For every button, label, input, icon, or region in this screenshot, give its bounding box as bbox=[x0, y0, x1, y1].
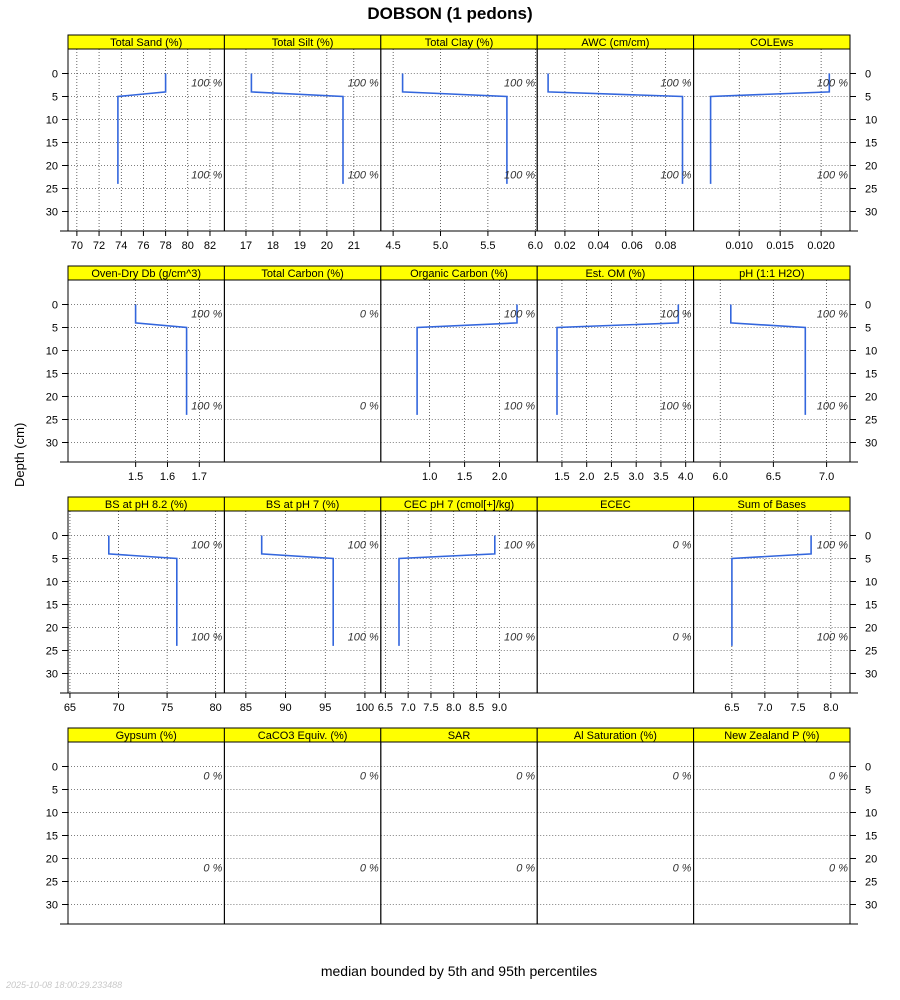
contribution-label: 100 % bbox=[503, 400, 536, 413]
contribution-label: 100 % bbox=[816, 77, 848, 90]
y-tick-label: 15 bbox=[865, 137, 878, 150]
x-tick-label: 1.6 bbox=[159, 471, 176, 483]
y-tick-label: 20 bbox=[865, 160, 878, 173]
chart-title: DOBSON (1 pedons) bbox=[367, 4, 533, 23]
x-tick-label: 76 bbox=[137, 240, 150, 252]
x-tick-label: 0.08 bbox=[655, 240, 677, 252]
y-tick-label: 0 bbox=[51, 299, 58, 312]
panel-frame bbox=[381, 742, 537, 924]
panel-8 bbox=[537, 266, 693, 483]
panel-strip-label: Est. OM (%) bbox=[585, 268, 646, 280]
panel-strip-label: Total Carbon (%) bbox=[261, 268, 344, 280]
panel-12 bbox=[378, 497, 537, 714]
y-tick-label: 30 bbox=[865, 668, 878, 681]
contribution-label: 100 % bbox=[503, 631, 536, 644]
x-tick-label: 21 bbox=[347, 240, 360, 252]
y-axis-label: Depth (cm) bbox=[12, 422, 27, 487]
x-tick-label: 7.5 bbox=[423, 702, 439, 714]
x-tick-label: 80 bbox=[181, 240, 194, 252]
contribution-label: 100 % bbox=[191, 631, 223, 644]
x-tick-label: 0.04 bbox=[587, 240, 610, 252]
contribution-label: 100 % bbox=[503, 539, 536, 552]
profile-line bbox=[251, 74, 343, 184]
contribution-label: 0 % bbox=[672, 770, 692, 783]
x-tick-label: 7.0 bbox=[757, 702, 773, 714]
x-tick-label: 5.0 bbox=[432, 240, 449, 252]
panel-strip-label: Total Silt (%) bbox=[271, 37, 334, 49]
y-tick-label: 20 bbox=[865, 622, 878, 635]
panel-frame bbox=[381, 511, 537, 693]
panel-strip-label: Gypsum (%) bbox=[115, 730, 177, 742]
y-tick-label: 30 bbox=[45, 899, 58, 912]
panel-strip-label: Total Clay (%) bbox=[424, 37, 494, 49]
contribution-label: 100 % bbox=[816, 169, 848, 182]
panel-frame bbox=[68, 49, 224, 231]
x-tick-label: 4.0 bbox=[678, 471, 694, 483]
y-tick-label: 5 bbox=[51, 91, 58, 104]
y-tick-label: 15 bbox=[865, 599, 878, 612]
panel-strip-label: New Zealand P (%) bbox=[724, 730, 820, 742]
y-tick-label: 10 bbox=[45, 576, 58, 589]
y-tick-label: 5 bbox=[865, 322, 872, 335]
y-tick-label: 10 bbox=[45, 114, 58, 127]
y-tick-label: 30 bbox=[45, 437, 58, 450]
x-tick-label: 80 bbox=[209, 702, 222, 714]
profile-line bbox=[262, 536, 334, 646]
panel-strip-label: Organic Carbon (%) bbox=[410, 268, 508, 280]
x-tick-label: 9.0 bbox=[491, 702, 508, 714]
x-tick-label: 0.010 bbox=[725, 240, 753, 252]
contribution-label: 0 % bbox=[516, 770, 536, 783]
y-tick-label: 20 bbox=[45, 160, 58, 173]
profile-line bbox=[399, 536, 495, 646]
y-tick-label: 30 bbox=[45, 668, 58, 681]
y-tick-label: 5 bbox=[865, 553, 872, 566]
profile-line bbox=[417, 305, 517, 415]
contribution-label: 0 % bbox=[359, 308, 379, 321]
profile-line bbox=[109, 536, 177, 646]
panel-frame bbox=[694, 49, 850, 231]
contribution-label: 100 % bbox=[347, 539, 379, 552]
y-tick-label: 20 bbox=[45, 391, 58, 404]
x-tick-label: 1.0 bbox=[422, 471, 438, 483]
panel-strip-label: Oven-Dry Db (g/cm^3) bbox=[91, 268, 202, 280]
x-tick-label: 0.015 bbox=[766, 240, 794, 252]
panel-strip-label: AWC (cm/cm) bbox=[581, 37, 650, 49]
contribution-label: 0 % bbox=[829, 770, 848, 783]
x-tick-label: 65 bbox=[63, 702, 77, 714]
x-tick-label: 1.7 bbox=[191, 471, 207, 483]
contribution-label: 0 % bbox=[672, 631, 692, 644]
x-tick-label: 70 bbox=[70, 240, 83, 252]
timestamp: 2025-10-08 18:00:29.233488 bbox=[6, 980, 123, 990]
y-tick-label: 15 bbox=[45, 599, 58, 612]
y-tick-label: 20 bbox=[45, 622, 58, 635]
y-tick-label: 15 bbox=[45, 830, 58, 843]
y-tick-label: 0 bbox=[865, 530, 872, 543]
y-tick-label: 10 bbox=[45, 807, 58, 820]
contribution-label: 100 % bbox=[660, 169, 692, 182]
y-tick-label: 0 bbox=[51, 530, 58, 543]
contribution-label: 0 % bbox=[203, 862, 223, 875]
panel-0 bbox=[68, 35, 224, 252]
profile-line bbox=[557, 305, 678, 415]
x-tick-label: 5.5 bbox=[480, 240, 496, 252]
panel-18 bbox=[537, 728, 693, 924]
y-tick-label: 25 bbox=[45, 645, 58, 658]
contribution-label: 100 % bbox=[816, 308, 848, 321]
y-tick-label: 25 bbox=[45, 414, 58, 427]
contribution-label: 100 % bbox=[816, 539, 848, 552]
panel-frame bbox=[537, 742, 693, 924]
profile-line bbox=[732, 536, 811, 646]
panel-14 bbox=[694, 497, 850, 714]
contribution-label: 100 % bbox=[347, 77, 379, 90]
x-tick-label: 8.0 bbox=[823, 702, 839, 714]
x-tick-label: 1.5 bbox=[456, 471, 473, 483]
x-tick-label: 4.5 bbox=[385, 240, 401, 252]
panel-19 bbox=[694, 728, 850, 924]
panel-11 bbox=[224, 497, 380, 714]
y-tick-label: 25 bbox=[865, 876, 878, 889]
panel-strip-label: COLEws bbox=[750, 37, 794, 49]
y-tick-label: 0 bbox=[865, 761, 872, 774]
panel-strip-label: Al Saturation (%) bbox=[573, 730, 657, 742]
y-tick-label: 5 bbox=[865, 784, 872, 797]
contribution-label: 100 % bbox=[347, 169, 379, 182]
profile-line bbox=[136, 305, 187, 415]
y-tick-label: 15 bbox=[865, 830, 878, 843]
x-tick-label: 8.5 bbox=[468, 702, 485, 714]
contribution-label: 0 % bbox=[672, 539, 692, 552]
panel-strip-label: ECEC bbox=[600, 499, 631, 511]
x-tick-label: 78 bbox=[159, 240, 172, 252]
x-tick-label: 7.0 bbox=[818, 471, 835, 483]
y-tick-label: 10 bbox=[865, 114, 878, 127]
panel-frame bbox=[537, 280, 693, 462]
panel-frame bbox=[694, 511, 850, 693]
contribution-label: 0 % bbox=[359, 862, 379, 875]
x-tick-label: 8.0 bbox=[446, 702, 462, 714]
x-tick-label: 0.06 bbox=[621, 240, 643, 252]
panel-1 bbox=[224, 35, 380, 252]
panel-strip-label: CEC pH 7 (cmol[+]/kg) bbox=[403, 499, 515, 511]
x-tick-label: 7.5 bbox=[790, 702, 806, 714]
panel-frame bbox=[381, 49, 537, 231]
panel-6 bbox=[224, 266, 380, 462]
y-tick-label: 15 bbox=[45, 137, 58, 150]
y-tick-label: 5 bbox=[865, 91, 872, 104]
panel-5 bbox=[68, 266, 224, 483]
x-tick-label: 95 bbox=[319, 702, 332, 714]
x-tick-label: 1.5 bbox=[554, 471, 570, 483]
y-tick-label: 25 bbox=[45, 876, 58, 889]
contribution-label: 100 % bbox=[191, 308, 223, 321]
contribution-label: 100 % bbox=[191, 400, 223, 413]
x-tick-label: 72 bbox=[92, 240, 106, 252]
x-tick-label: 2.0 bbox=[579, 471, 595, 483]
panel-3 bbox=[537, 35, 693, 252]
y-tick-label: 10 bbox=[865, 576, 878, 589]
panel-strip-label: Sum of Bases bbox=[737, 499, 807, 511]
x-tick-label: 20 bbox=[320, 240, 333, 252]
x-tick-label: 19 bbox=[293, 240, 307, 252]
profile-line bbox=[711, 74, 830, 184]
x-tick-label: 6.5 bbox=[377, 702, 394, 714]
panel-16 bbox=[224, 728, 380, 924]
panel-strip-label: BS at pH 8.2 (%) bbox=[104, 499, 188, 511]
x-tick-label: 74 bbox=[115, 240, 128, 252]
panel-strip-label: Total Sand (%) bbox=[110, 37, 183, 49]
x-tick-label: 0.020 bbox=[807, 240, 835, 252]
x-tick-label: 7.0 bbox=[400, 702, 416, 714]
panel-17 bbox=[381, 728, 537, 924]
x-tick-label: 2.0 bbox=[491, 471, 508, 483]
x-tick-label: 6.0 bbox=[527, 240, 543, 252]
y-tick-label: 30 bbox=[865, 206, 878, 219]
panel-strip-label: pH (1:1 H2O) bbox=[739, 268, 805, 280]
panel-frame bbox=[224, 49, 380, 231]
x-tick-label: 70 bbox=[112, 702, 125, 714]
contribution-label: 100 % bbox=[660, 77, 692, 90]
y-tick-label: 25 bbox=[865, 183, 878, 196]
profile-line bbox=[118, 74, 166, 184]
profile-line bbox=[731, 305, 806, 415]
contribution-label: 100 % bbox=[816, 400, 848, 413]
panel-frame bbox=[224, 511, 380, 693]
y-tick-label: 5 bbox=[51, 322, 58, 335]
panel-10 bbox=[64, 497, 225, 714]
x-tick-label: 100 bbox=[355, 702, 375, 714]
contribution-label: 100 % bbox=[191, 77, 223, 90]
panel-13 bbox=[537, 497, 693, 693]
profile-line bbox=[403, 74, 507, 184]
x-tick-label: 6.0 bbox=[712, 471, 728, 483]
panel-frame bbox=[68, 280, 224, 462]
panel-frame bbox=[224, 280, 380, 462]
y-tick-label: 0 bbox=[865, 68, 872, 81]
contribution-label: 100 % bbox=[191, 169, 223, 182]
panel-strip-label: BS at pH 7 (%) bbox=[265, 499, 340, 511]
contribution-label: 0 % bbox=[516, 862, 536, 875]
y-tick-label: 25 bbox=[45, 183, 58, 196]
x-tick-label: 6.5 bbox=[724, 702, 740, 714]
panel-7 bbox=[381, 266, 537, 483]
contribution-label: 0 % bbox=[359, 400, 379, 413]
y-tick-label: 20 bbox=[45, 853, 58, 866]
contribution-label: 0 % bbox=[829, 862, 848, 875]
x-tick-label: 3.5 bbox=[653, 471, 669, 483]
x-tick-label: 6.5 bbox=[765, 471, 782, 483]
contribution-label: 100 % bbox=[191, 539, 223, 552]
y-tick-label: 10 bbox=[45, 345, 58, 358]
x-tick-label: 90 bbox=[279, 702, 292, 714]
contribution-label: 0 % bbox=[672, 862, 692, 875]
chart-caption: median bounded by 5th and 95th percentiles bbox=[320, 963, 598, 979]
contribution-label: 100 % bbox=[660, 308, 692, 321]
panel-2 bbox=[381, 35, 543, 252]
y-tick-label: 30 bbox=[45, 206, 58, 219]
y-tick-label: 15 bbox=[865, 368, 878, 381]
contribution-label: 100 % bbox=[503, 169, 536, 182]
panel-9 bbox=[694, 266, 850, 483]
panel-strip-label: SAR bbox=[447, 730, 471, 742]
contribution-label: 100 % bbox=[503, 308, 536, 321]
panel-4 bbox=[694, 35, 850, 252]
contribution-label: 0 % bbox=[359, 770, 379, 783]
panel-frame bbox=[537, 511, 693, 693]
contribution-label: 100 % bbox=[660, 400, 692, 413]
x-tick-label: 3.0 bbox=[628, 471, 644, 483]
contribution-label: 0 % bbox=[203, 770, 223, 783]
panel-frame bbox=[224, 742, 380, 924]
y-tick-label: 5 bbox=[51, 784, 58, 797]
y-tick-label: 0 bbox=[51, 68, 58, 81]
y-tick-label: 5 bbox=[51, 553, 58, 566]
contribution-label: 100 % bbox=[816, 631, 848, 644]
x-tick-label: 0.02 bbox=[554, 240, 576, 252]
y-tick-label: 20 bbox=[865, 391, 878, 404]
y-tick-label: 10 bbox=[865, 807, 878, 820]
x-tick-label: 75 bbox=[160, 702, 174, 714]
x-tick-label: 85 bbox=[239, 702, 252, 714]
panel-frame bbox=[381, 280, 537, 462]
profile-line bbox=[548, 74, 682, 184]
panel-strip-label: CaCO3 Equiv. (%) bbox=[257, 730, 348, 742]
x-tick-label: 2.5 bbox=[603, 471, 620, 483]
y-tick-label: 25 bbox=[865, 645, 878, 658]
y-tick-label: 0 bbox=[865, 299, 872, 312]
panel-15 bbox=[68, 728, 224, 924]
y-tick-label: 30 bbox=[865, 437, 878, 450]
panel-frame bbox=[68, 742, 224, 924]
y-tick-label: 25 bbox=[865, 414, 878, 427]
x-tick-label: 18 bbox=[266, 240, 280, 252]
y-tick-label: 20 bbox=[865, 853, 878, 866]
x-tick-label: 82 bbox=[203, 240, 217, 252]
contribution-label: 100 % bbox=[347, 631, 379, 644]
x-tick-label: 1.5 bbox=[127, 471, 144, 483]
panel-frame bbox=[694, 742, 850, 924]
y-tick-label: 30 bbox=[865, 899, 878, 912]
x-tick-label: 17 bbox=[239, 240, 253, 252]
y-tick-label: 10 bbox=[865, 345, 878, 358]
contribution-label: 100 % bbox=[503, 77, 536, 90]
y-tick-label: 15 bbox=[45, 368, 58, 381]
panel-frame bbox=[68, 511, 224, 693]
y-tick-label: 0 bbox=[51, 761, 58, 774]
panel-frame bbox=[537, 49, 693, 231]
